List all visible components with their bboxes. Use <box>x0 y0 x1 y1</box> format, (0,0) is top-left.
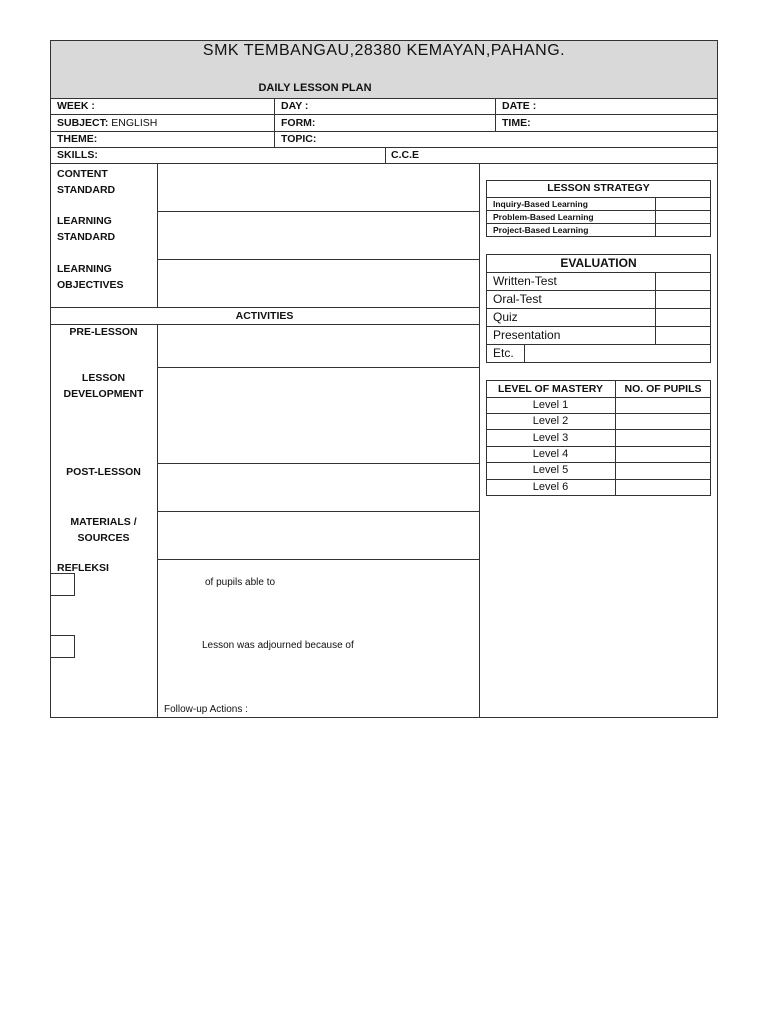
adjourned-text: Lesson was adjourned because of <box>202 640 354 651</box>
rule <box>486 197 711 198</box>
week-label: WEEK : <box>57 100 95 112</box>
rule <box>486 446 711 447</box>
rule <box>50 324 479 325</box>
form-label: FORM: <box>281 117 316 129</box>
school-name: SMK TEMBANGAU,28380 KEMAYAN,PAHANG. <box>202 42 566 59</box>
mastery-col-header: LEVEL OF MASTERY <box>497 383 603 395</box>
date-label: DATE : <box>502 100 537 112</box>
rule <box>486 397 711 398</box>
topic-label: TOPIC: <box>281 133 317 145</box>
evaluation-title: EVALUATION <box>560 256 637 270</box>
evaluation-item: Written-Test <box>493 274 557 288</box>
divider <box>385 147 386 163</box>
rule <box>50 131 718 132</box>
rule <box>486 413 711 414</box>
day-label: DAY : <box>281 100 309 112</box>
skills-label: SKILLS: <box>57 149 98 161</box>
rule <box>50 98 718 99</box>
rule <box>50 163 718 164</box>
page-title: DAILY LESSON PLAN <box>258 82 372 94</box>
rule <box>157 259 479 260</box>
rule <box>50 147 718 148</box>
mastery-level: Level 5 <box>532 464 569 476</box>
divider <box>655 272 656 344</box>
lesson-strategy-title: LESSON STRATEGY <box>547 182 650 194</box>
pupils-col-header: NO. OF PUPILS <box>624 383 702 395</box>
divider <box>495 98 496 131</box>
pre-lesson-label: PRE-LESSON <box>69 326 138 338</box>
content-standard-label: CONTENT STANDARD <box>57 168 116 196</box>
divider <box>655 197 656 237</box>
rule <box>486 290 711 291</box>
rule <box>486 308 711 309</box>
rule <box>50 307 479 308</box>
pupils-able-checkbox[interactable] <box>50 573 75 596</box>
lesson-development-label: LESSON DEVELOPMENT <box>63 372 144 400</box>
evaluation-item: Oral-Test <box>493 292 542 306</box>
rule <box>486 210 711 211</box>
strategy-item: Project-Based Learning <box>493 225 589 235</box>
left-panel-border <box>479 163 480 718</box>
subject-row <box>57 117 157 129</box>
label-column-border <box>157 324 158 718</box>
mastery-level: Level 3 <box>532 432 569 444</box>
evaluation-item: Presentation <box>493 328 561 342</box>
rule <box>486 272 711 273</box>
mastery-level: Level 2 <box>532 415 569 427</box>
post-lesson-label: POST-LESSON <box>66 466 141 478</box>
cce-label: C.C.E <box>391 149 420 161</box>
follow-up-text: Follow-up Actions : <box>164 704 248 715</box>
divider <box>274 98 275 147</box>
rule <box>157 211 479 212</box>
theme-label: THEME: <box>57 133 98 145</box>
rule <box>486 479 711 480</box>
subject-value: ENGLISH <box>111 117 158 129</box>
rule <box>486 326 711 327</box>
materials-label: MATERIALS / SOURCES <box>70 516 137 544</box>
mastery-level: Level 4 <box>532 448 569 460</box>
learning-standard-label: LEARNING STANDARD <box>57 215 116 243</box>
rule <box>486 462 711 463</box>
mastery-level: Level 6 <box>532 481 569 493</box>
strategy-item: Problem-Based Learning <box>493 212 594 222</box>
rule <box>157 559 479 560</box>
divider <box>524 344 525 363</box>
learning-objectives-label: LEARNING OBJECTIVES <box>57 263 124 291</box>
strategy-item: Inquiry-Based Learning <box>493 199 588 209</box>
subject-label: SUBJECT: <box>57 117 109 129</box>
adjourned-checkbox[interactable] <box>50 635 75 658</box>
pupils-able-text: of pupils able to <box>205 577 276 588</box>
rule <box>157 367 479 368</box>
rule <box>157 511 479 512</box>
rule <box>486 223 711 224</box>
label-column-border <box>157 163 158 308</box>
rule <box>486 429 711 430</box>
rule <box>486 344 711 345</box>
rule <box>157 463 479 464</box>
refleksi-label: REFLEKSI <box>57 562 109 574</box>
mastery-level: Level 1 <box>532 399 569 411</box>
time-label: TIME: <box>502 117 531 129</box>
evaluation-item: Etc. <box>493 346 514 360</box>
rule <box>50 114 718 115</box>
evaluation-item: Quiz <box>493 310 518 324</box>
activities-heading: ACTIVITIES <box>235 310 294 322</box>
